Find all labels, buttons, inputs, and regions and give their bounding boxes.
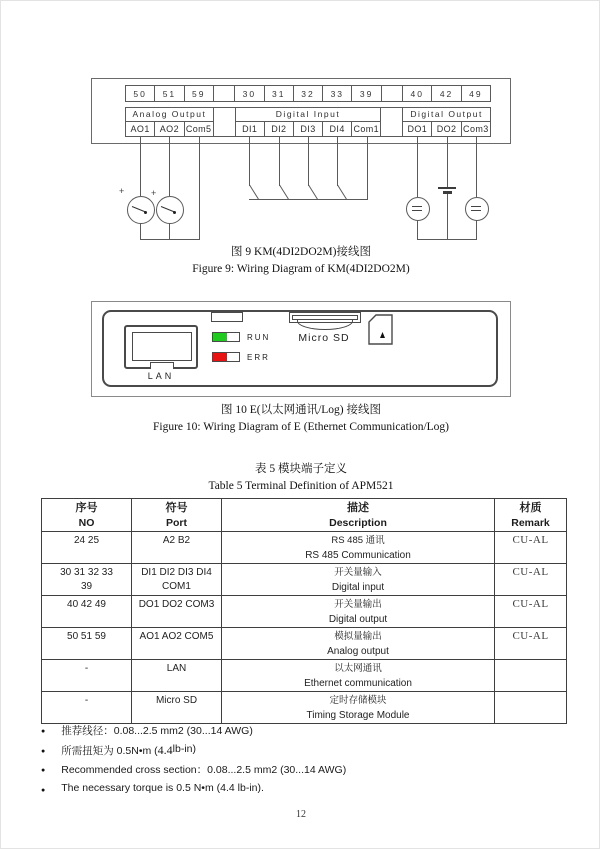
table-row — [42, 532, 567, 564]
switch-symbol — [308, 184, 318, 199]
cell-description: RS 485 通讯 RS 485 Communication — [222, 532, 495, 564]
port-label: DO1 — [407, 124, 428, 134]
table-row — [42, 628, 567, 660]
table-row — [42, 596, 567, 628]
figure10-caption-en: Figure 10: Wiring Diagram of E (Ethernet Communication/Log) — [152, 421, 450, 433]
load-line — [471, 210, 481, 211]
cell-remark: CU-AL — [495, 596, 567, 628]
terminal-number: 30 — [234, 86, 263, 101]
table-header-row — [42, 499, 567, 532]
cell-port: A2 B2 — [132, 532, 222, 564]
terminal-definition-table — [41, 498, 567, 724]
wire-rail — [249, 199, 367, 200]
cell-remark: CU-AL — [495, 532, 567, 564]
terminal-number: 50 — [133, 88, 147, 99]
plus-sign: + — [151, 188, 157, 198]
header-en: Port — [166, 517, 187, 529]
terminal-number: 42 — [431, 86, 460, 101]
lan-port-latch — [150, 362, 174, 369]
cell-port: Micro SD — [132, 692, 222, 724]
digital-input-group — [235, 108, 381, 136]
run-label: RUN — [247, 333, 271, 342]
err-led-icon — [212, 352, 240, 362]
cell-port: AO1 AO2 COM5 — [132, 628, 222, 660]
note-item: ● 所需扭矩为 0.5N•m ( 4.4 lb-in) — [41, 743, 566, 763]
wire — [169, 136, 170, 196]
note-item: ● 推荐线径：0.08...2.5 mm2 (30...14 AWG) — [41, 723, 566, 743]
load-line — [412, 206, 422, 207]
port-label: Com1 — [351, 122, 380, 136]
load-line — [471, 206, 481, 207]
port-label: AO1 — [130, 124, 150, 134]
wire — [308, 136, 309, 186]
wire-rail — [417, 239, 477, 240]
err-led-fill — [213, 353, 227, 361]
table-row — [42, 660, 567, 692]
port-label: DI2 — [264, 122, 293, 136]
cell-remark — [495, 660, 567, 692]
table5-title-zh: 表 5 模块端子定义 — [255, 463, 347, 475]
terminal-number-strip — [125, 85, 491, 102]
figure9-caption-zh: 图 9 KM(4DI2DO2M)接线图 — [231, 246, 371, 258]
cell-no: 40 42 49 — [42, 596, 132, 628]
wire — [417, 136, 418, 197]
analog-meter-symbol — [127, 196, 155, 224]
header-description — [222, 499, 495, 532]
meter-dot — [144, 211, 147, 214]
cell-remark: CU-AL — [495, 628, 567, 660]
analog-meter-symbol — [156, 196, 184, 224]
wire — [199, 136, 200, 240]
err-label: ERR — [247, 353, 270, 362]
notes-list — [41, 723, 566, 801]
header-en: NO — [78, 517, 95, 529]
switch-symbol — [249, 184, 259, 199]
load-symbol — [406, 197, 430, 221]
cell-description: 以太网通讯 Ethernet communication — [222, 660, 495, 692]
wire — [447, 194, 448, 240]
lan-label: LAN — [147, 371, 175, 381]
microsd-label: Micro SD — [298, 332, 350, 344]
cell-description: 定时存储模块 Timing Storage Module — [222, 692, 495, 724]
switch-symbol — [279, 184, 289, 199]
port-label-strip — [125, 107, 491, 137]
wire — [249, 136, 250, 186]
cell-no: 30 31 32 33 39 — [42, 564, 132, 596]
terminal-number: 32 — [293, 86, 322, 101]
cell-port: DI1 DI2 DI3 DI4 COM1 — [132, 564, 222, 596]
load-line — [412, 210, 422, 211]
wire — [337, 136, 338, 186]
header-no — [42, 499, 132, 532]
figure9-caption-en: Figure 9: Wiring Diagram of KM(4DI2DO2M) — [192, 263, 410, 275]
group-label: Digital Output — [403, 108, 490, 122]
figure10-caption-zh: 图 10 E(以太网通讯/Log) 接线图 — [220, 404, 382, 416]
analog-output-group — [126, 108, 213, 136]
run-led-fill — [213, 333, 227, 341]
terminal-number: 33 — [322, 86, 351, 101]
terminal-number: 31 — [264, 86, 293, 101]
header-zh: 序号 — [75, 502, 98, 514]
header-en: Description — [329, 517, 387, 529]
plus-sign: + — [119, 186, 125, 196]
cell-description: 开关量输入 Digital input — [222, 564, 495, 596]
table-row — [42, 564, 567, 596]
meter-dot — [173, 211, 176, 214]
port-label: DO2 — [431, 122, 460, 136]
port-label: DI3 — [293, 122, 322, 136]
wire — [140, 136, 141, 196]
cell-no: 50 51 59 — [42, 628, 132, 660]
figure9-wiring-diagram — [1, 76, 600, 281]
table-row — [42, 692, 567, 724]
figure10-panel-diagram — [1, 299, 600, 399]
strip-spacer — [381, 86, 402, 101]
header-port — [132, 499, 222, 532]
terminal-number: 51 — [154, 86, 183, 101]
lan-port-icon — [124, 325, 198, 369]
cell-no: - — [42, 692, 132, 724]
header-zh: 描述 — [347, 502, 369, 514]
wire — [140, 222, 141, 240]
group-label: Analog Output — [126, 108, 213, 122]
cell-no: 24 25 — [42, 532, 132, 564]
cell-remark — [495, 692, 567, 724]
wire — [476, 219, 477, 240]
table5-title-en: Table 5 Terminal Definition of APM521 — [208, 480, 394, 492]
wire — [476, 136, 477, 197]
strip-spacer — [213, 108, 235, 136]
terminal-number: 49 — [461, 86, 490, 101]
wire-rail — [140, 239, 200, 240]
cell-no: - — [42, 660, 132, 692]
page-number: 12 — [296, 809, 306, 820]
cell-port: LAN — [132, 660, 222, 692]
terminal-number: 59 — [184, 86, 213, 101]
run-led-icon — [212, 332, 240, 342]
figure9-caption — [1, 244, 600, 278]
lan-port-inner — [132, 332, 192, 361]
wire — [169, 222, 170, 240]
strip-spacer — [380, 108, 402, 136]
cell-description: 开关量输出 Digital output — [222, 596, 495, 628]
wire — [367, 136, 368, 200]
blank-indicator — [211, 312, 243, 322]
figure10-caption — [1, 402, 600, 436]
header-remark — [495, 499, 567, 532]
cell-remark: CU-AL — [495, 564, 567, 596]
battery-symbol — [438, 187, 456, 189]
wire — [279, 136, 280, 186]
cell-port: DO1 DO2 COM3 — [132, 596, 222, 628]
port-label: Com5 — [184, 122, 213, 136]
header-zh: 材质 — [519, 502, 542, 514]
battery-symbol — [443, 191, 452, 194]
port-label: Com3 — [461, 122, 490, 136]
header-en: Remark — [511, 517, 550, 529]
load-symbol — [465, 197, 489, 221]
port-label: DI1 — [242, 124, 258, 134]
wire — [417, 219, 418, 240]
port-label: DI4 — [322, 122, 351, 136]
sd-card-icon — [368, 314, 394, 345]
cell-description: 模拟量输出 Analog output — [222, 628, 495, 660]
note-item: ● The necessary torque is 0.5 N•m (4.4 lb-in). — [41, 782, 566, 802]
digital-output-group — [402, 108, 490, 136]
terminal-number: 39 — [351, 86, 380, 101]
header-zh: 符号 — [165, 502, 188, 514]
terminal-number: 40 — [402, 86, 431, 101]
note-item: ● Recommended cross section：0.08...2.5 mm2 (30...14 AWG) — [41, 762, 566, 782]
port-label: AO2 — [154, 122, 183, 136]
table5-title — [1, 461, 600, 495]
wire — [447, 136, 448, 188]
switch-symbol — [337, 184, 347, 199]
strip-spacer — [213, 86, 234, 101]
group-label: Digital Input — [236, 108, 381, 122]
